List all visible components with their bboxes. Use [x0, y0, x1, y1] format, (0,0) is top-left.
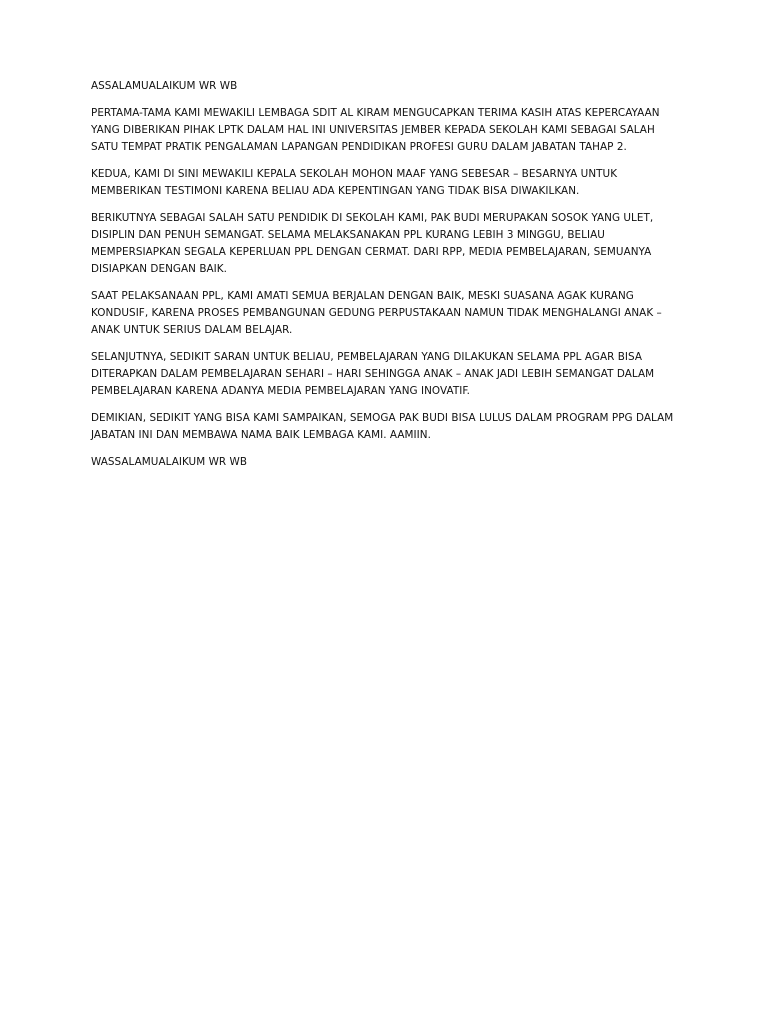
greeting-line: ASSALAMUALAIKUM WR WB: [91, 80, 238, 92]
paragraph-opening-thanks: PERTAMA-TAMA KAMI MEWAKILI LEMBAGA SDIT AL KIRAM MENGUCAPKAN TERIMA KASIH ATAS KEPERCAYAAN YANG DIBERIKAN PIHAK LPTK DALAM HAL INI UNIVERSITAS JEMBER KEPADA SEKOLAH KAMI SEBAGAI SALAH SATU TEMPAT PRATIK PENGALAMAN LAPANGAN PENDIDIKAN PROFESI GURU DALAM JABATAN TAHAP 2.: [91, 107, 660, 153]
closing-line: WASSALAMUALAIKUM WR WB: [91, 456, 248, 468]
document-body: [91, 78, 681, 481]
paragraph-conclusion: DEMIKIAN, SEDIKIT YANG BISA KAMI SAMPAIKAN, SEMOGA PAK BUDI BISA LULUS DALAM PROGRAM PPG DALAM JABATAN INI DAN MEMBAWA NAMA BAIK LEMBAGA KAMI. AAMIIN.: [91, 412, 674, 441]
paragraph-implementation: SAAT PELAKSANAAN PPL, KAMI AMATI SEMUA BERJALAN DENGAN BAIK, MESKI SUASANA AGAK KURANG KONDUSIF, KARENA PROSES PEMBANGUNAN GEDUNG PERPUSTAKAAN NAMUN TIDAK MENGHALANGI ANAK – ANAK UNTUK SERIUS DALAM BELAJAR.: [91, 290, 662, 336]
paragraph-suggestion: SELANJUTNYA, SEDIKIT SARAN UNTUK BELIAU, PEMBELAJARAN YANG DILAKUKAN SELAMA PPL AGAR BISA DITERAPKAN DALAM PEMBELAJARAN SEHARI – HARI SEHINGGA ANAK – ANAK JADI LEBIH SEMANGAT DALAM PEMBELAJARAN KARENA ADANYA MEDIA PEMBELAJARAN YANG INOVATIF.: [91, 351, 655, 397]
paragraph-apology: KEDUA, KAMI DI SINI MEWAKILI KEPALA SEKOLAH MOHON MAAF YANG SEBESAR – BESARNYA UNTUK MEMBERIKAN TESTIMONI KARENA BELIAU ADA KEPENTINGAN YANG TIDAK BISA DIWAKILKAN.: [91, 168, 618, 197]
paragraph-teacher-profile: BERIKUTNYA SEBAGAI SALAH SATU PENDIDIK DI SEKOLAH KAMI, PAK BUDI MERUPAKAN SOSOK YANG ULET, DISIPLIN DAN PENUH SEMANGAT. SELAMA MELAKSANAKAN PPL KURANG LEBIH 3 MINGGU, BELIAU MEMPERSIAPKAN SEGALA KEPERLUAN PPL DENGAN CERMAT. DARI RPP, MEDIA PEMBELAJARAN, SEMUANYA DISIAPKAN DENGAN BAIK.: [91, 212, 654, 275]
